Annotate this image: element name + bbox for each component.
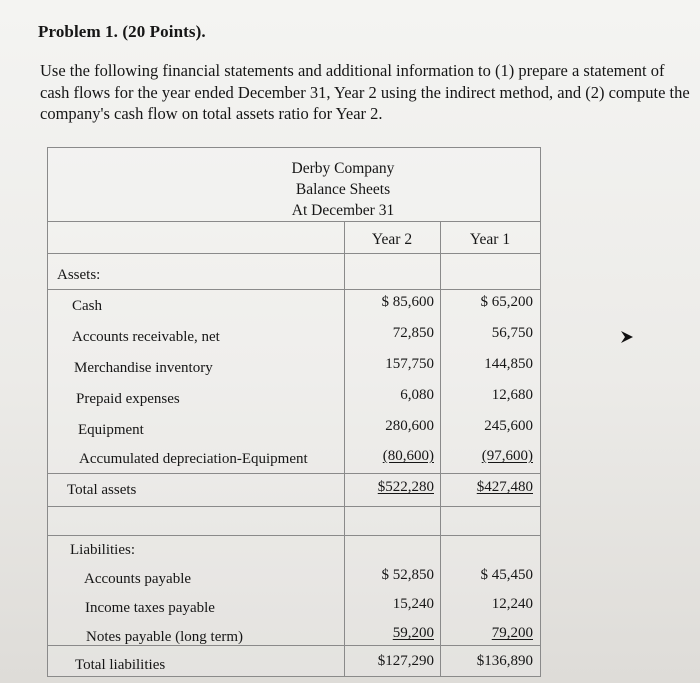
accumulated-depreciation-year-2: (80,600) xyxy=(382,448,434,464)
row-label-merchandise-inventory: Merchandise inventory xyxy=(74,360,213,376)
assets-section-label: Assets: xyxy=(57,267,101,283)
accounts-payable-year-2: $ 52,850 xyxy=(381,567,434,583)
income-taxes-payable-year-1: 12,240 xyxy=(491,596,533,612)
row-divider xyxy=(48,506,540,507)
row-label-notes-payable: Notes payable (long term) xyxy=(86,629,244,645)
statement-name: Balance Sheets xyxy=(295,181,391,198)
row-divider xyxy=(48,535,540,536)
accounts-receivable-year-2: 72,850 xyxy=(392,325,434,341)
statement-date: At December 31 xyxy=(291,202,395,219)
accumulated-depreciation-year-1: (97,600) xyxy=(481,448,533,464)
row-label-total-liabilities: Total liabilities xyxy=(75,657,166,673)
prepaid-expenses-year-1: 12,680 xyxy=(491,387,533,403)
accounts-payable-year-1: $ 45,450 xyxy=(480,567,533,583)
merchandise-inventory-year-2: 157,750 xyxy=(385,356,434,372)
total-assets-year-2: $522,280 xyxy=(377,479,434,495)
equipment-year-1: 245,600 xyxy=(484,418,533,434)
row-divider xyxy=(48,221,540,222)
total-assets-year-1: $427,480 xyxy=(476,479,533,495)
row-label-cash: Cash xyxy=(72,298,102,314)
row-label-total-assets: Total assets xyxy=(67,482,137,498)
prepaid-expenses-year-2: 6,080 xyxy=(400,387,434,403)
mouse-pointer-icon xyxy=(620,330,634,344)
cash-year-1: $ 65,200 xyxy=(480,294,533,310)
row-label-prepaid-expenses: Prepaid expenses xyxy=(76,391,180,407)
cash-year-2: $ 85,600 xyxy=(381,294,434,310)
row-divider xyxy=(48,253,540,254)
column-header-year-1: Year 1 xyxy=(469,231,511,248)
row-label-accumulated-depreciation: Accumulated depreciation-Equipment xyxy=(79,451,308,467)
notes-payable-year-2: 59,200 xyxy=(392,625,434,641)
row-label-accounts-receivable: Accounts receivable, net xyxy=(72,329,220,345)
row-label-equipment: Equipment xyxy=(78,422,144,438)
row-divider xyxy=(48,289,540,290)
merchandise-inventory-year-1: 144,850 xyxy=(484,356,533,372)
total-liabilities-year-2: $127,290 xyxy=(377,653,434,669)
column-header-year-2: Year 2 xyxy=(371,231,413,248)
accounts-receivable-year-1: 56,750 xyxy=(491,325,533,341)
row-label-accounts-payable: Accounts payable xyxy=(84,571,192,587)
liabilities-section-label: Liabilities: xyxy=(70,542,135,558)
income-taxes-payable-year-2: 15,240 xyxy=(392,596,434,612)
balance-sheet-table xyxy=(47,147,541,677)
total-liabilities-year-1: $136,890 xyxy=(476,653,533,669)
problem-title: Problem 1. (20 Points). xyxy=(38,22,206,41)
company-name: Derby Company xyxy=(291,160,395,177)
notes-payable-year-1: 79,200 xyxy=(491,625,533,641)
table-heading xyxy=(243,158,443,221)
row-label-income-taxes-payable: Income taxes payable xyxy=(85,600,215,616)
equipment-year-2: 280,600 xyxy=(385,418,434,434)
row-divider xyxy=(48,473,540,474)
problem-instructions: Use the following financial statements and additional information to (1) prepare a statement of cash flows for the year ended December 31, Year 2 using the indirect method, and (2) compute the company's cash flow on total assets ratio for Year 2. xyxy=(40,61,690,123)
